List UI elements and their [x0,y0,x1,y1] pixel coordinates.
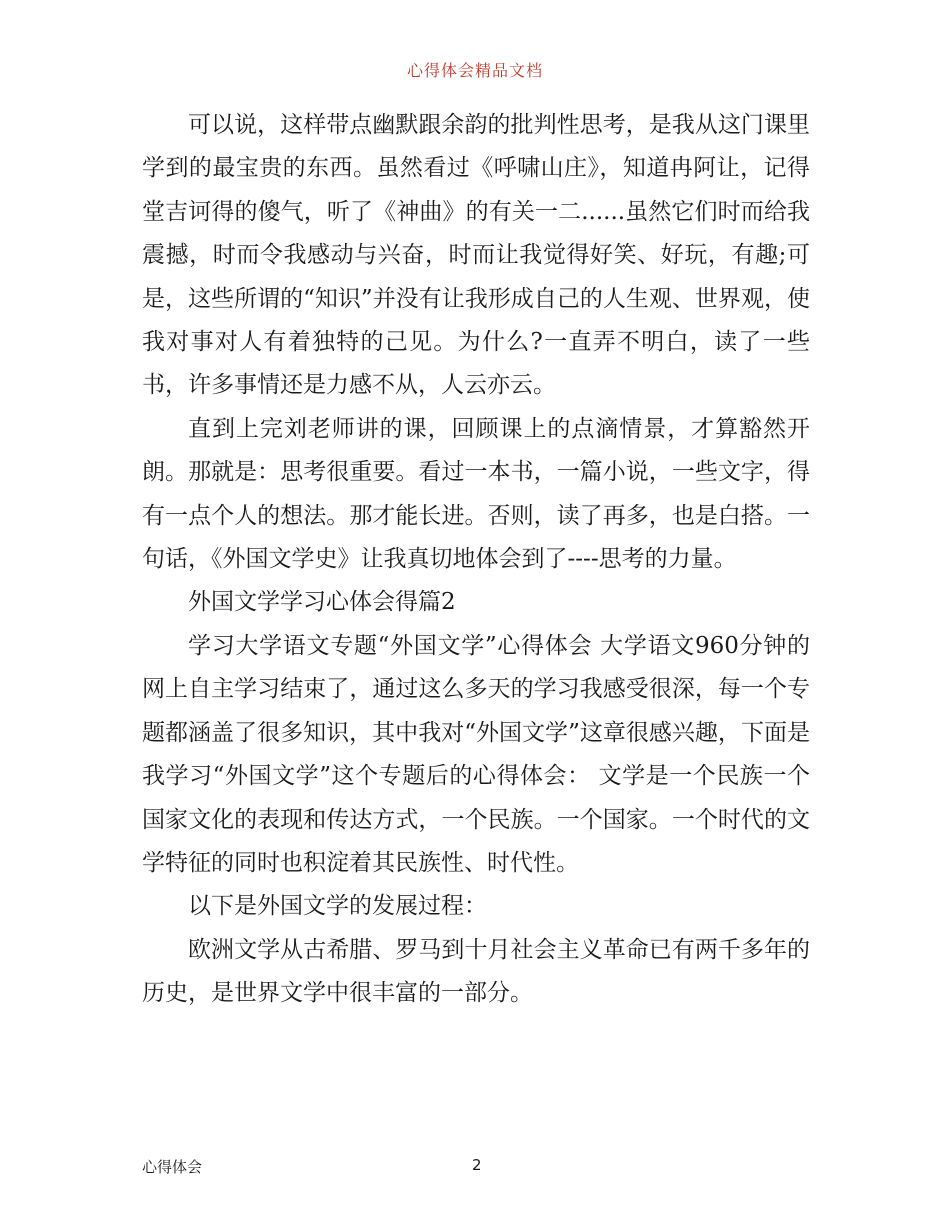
footer-label: 心得体会 [142,1158,203,1176]
paragraph-study-experience: 学习大学语文专题“外国文学”心得体会 大学语文960分钟的网上自主学习结束了，通过这么多天的学习我感受很深，每一个专题都涵盖了很多知识，其中我对“外国文学”这章很感兴趣，下面是我学习“外国文学”这个专题后的心得体会： 文学是一个民族一个国家文化的表现和传达方式，一个民族。一个国家。一个时代的文学特征的同时也积淀着其民族性、时代性。 [142,632,810,876]
page-footer [142,1156,810,1176]
document-body [142,104,810,1016]
paragraph-enlightenment: 直到上完刘老师讲的课，回顾课上的点滴情景，才算豁然开朗。那就是：思考很重要。看过一本书，一篇小说，一些文字，得有一点个人的想法。那才能长进。否则，读了再多，也是白搭。一句话，《外国文学史》让我真切地体会到了----思考的力量。 [142,415,810,573]
paragraph-development-intro: 以下是外国文学的发展过程： [188,893,487,920]
footer-page-number: 2 [472,1156,482,1174]
paragraph-european-literature: 欧洲文学从古希腊、罗马到十月社会主义革命已有两千多年的历史，是世界文学中很丰富的一部分。 [142,936,810,1007]
page-header-title: 心得体会精品文档 [406,61,543,80]
paragraph-critical-thinking: 可以说，这样带点幽默跟余韵的批判性思考，是我从这门课里学到的最宝贵的东西。虽然看过《呼啸山庄》，知道冉阿让，记得堂吉诃得的傻气，听了《神曲》的有关一二......虽然它们时而给我震撼，时而令我感动与兴奋，时而让我觉得好笑、好玩，有趣;可是，这些所谓的“知识”并没有让我形成自己的人生观、世界观，使我对事对人有着独特的己见。为什么?一直弄不明白，读了一些书，许多事情还是力感不从，人云亦云。 [142,112,810,399]
section-heading: 外国文学学习心体会得篇2 [188,589,456,616]
